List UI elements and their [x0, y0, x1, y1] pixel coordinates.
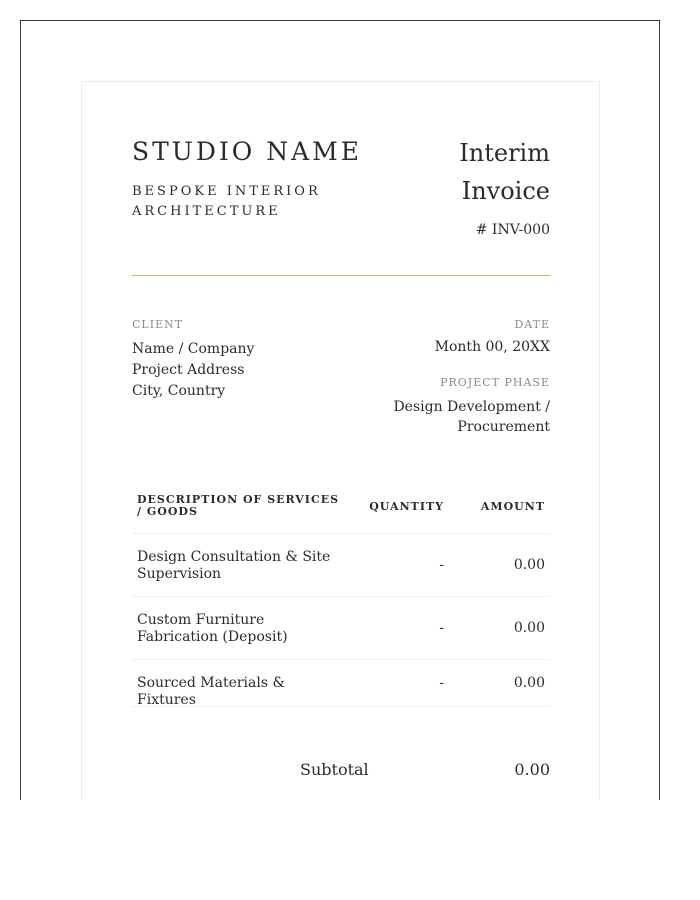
client-city: City, Country — [132, 383, 226, 399]
date-label: DATE — [514, 318, 550, 331]
studio-name: STUDIO NAME — [132, 137, 363, 166]
client-name: Name / Company — [132, 341, 255, 357]
row-amount: 0.00 — [513, 620, 545, 636]
row-quantity: - — [439, 675, 444, 691]
table-row — [132, 597, 550, 660]
table-row — [132, 660, 550, 707]
date-value: Month 00, 20XX — [434, 339, 550, 355]
subtotal-value: 0.00 — [514, 760, 550, 779]
table-header — [132, 484, 550, 534]
row-description: Custom Furniture Fabrication (Deposit) — [137, 612, 288, 645]
table-row — [132, 534, 550, 597]
row-amount: 0.00 — [513, 557, 545, 573]
row-amount: 0.00 — [513, 675, 545, 691]
row-description: Design Consultation & Site Supervision — [137, 549, 331, 582]
client-label: CLIENT — [132, 318, 184, 331]
services-table — [132, 484, 550, 707]
client-address: Project Address — [132, 362, 245, 378]
header-quantity: QUANTITY — [369, 500, 444, 513]
subtotal-label: Subtotal — [300, 760, 369, 779]
studio-tagline: BESPOKE INTERIOR ARCHITECTURE — [132, 184, 321, 219]
header-divider — [132, 275, 550, 276]
invoice-number: # INV-000 — [475, 222, 550, 238]
row-quantity: - — [439, 620, 444, 636]
row-quantity: - — [439, 557, 444, 573]
project-phase-value: Design Development / Procurement — [393, 399, 550, 435]
invoice-title: Interim Invoice — [459, 139, 550, 205]
client-details — [132, 339, 254, 402]
header-amount: AMOUNT — [480, 500, 545, 513]
project-phase-label: PROJECT PHASE — [440, 376, 550, 389]
header-description: DESCRIPTION OF SERVICES / GOODS — [137, 493, 340, 518]
row-description: Sourced Materials & Fixtures — [137, 675, 285, 708]
